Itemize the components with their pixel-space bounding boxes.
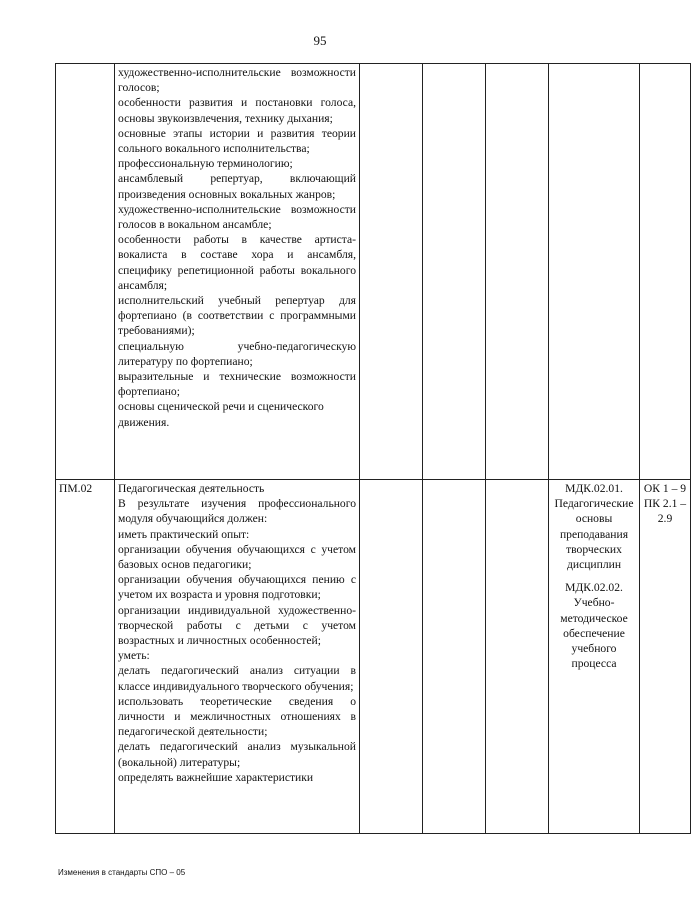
mdk-code: МДК.02.02. xyxy=(565,581,623,595)
empty-cell xyxy=(640,64,691,480)
module-intro: В результате изучения профессионального модуля обучающийся должен: xyxy=(118,497,356,526)
empty-cell xyxy=(360,64,423,480)
list-item: исполнительский учебный репертуар для фортепиано (в соответствии с программными требованиями); xyxy=(118,294,356,338)
skills-label: уметь: xyxy=(118,649,150,663)
list-item: организации обучения обучающихся пению с учетом их возраста и уровня подготовки; xyxy=(118,573,356,602)
empty-cell xyxy=(486,480,549,834)
list-item: использовать теоретические сведения о личности и межличностных отношениях в педагогической деятельности; xyxy=(118,694,356,739)
module-content-cell xyxy=(115,480,360,834)
mdk-cell xyxy=(549,480,640,834)
list-item: выразительные и технические возможности фортепиано; xyxy=(118,370,356,399)
list-item: основные этапы истории и развития теории сольного вокального исполнительства; xyxy=(118,126,356,156)
module-title: Педагогическая деятельность xyxy=(118,482,265,495)
empty-cell xyxy=(486,64,549,480)
mdk-name: Педагогические основы преподавания творческих дисциплин xyxy=(554,497,634,572)
list-item: определять важнейшие характеристики xyxy=(118,770,314,784)
module-code-cell: ПМ.02 xyxy=(56,480,115,834)
list-item: основы сценической речи и сценического движения. xyxy=(118,400,324,429)
knowledge-list-cell xyxy=(115,64,360,480)
competencies-cell: ОК 1 – 9 ПК 2.1 – 2.9 xyxy=(640,480,691,834)
list-item: ансамблевый репертуар, включающий произведения основных вокальных жанров; xyxy=(118,172,356,201)
list-item: организации индивидуальной художественно-творческой работы с детьми с учетом возрастных и личностных особенностей; xyxy=(118,603,356,648)
list-item: художественно-исполнительские возможности голосов в вокальном ансамбле; xyxy=(118,202,356,232)
list-item: особенности работы в качестве артиста-вокалиста в составе хора и ансамбля, специфику репетиционной работы вокального ансамбля; xyxy=(118,233,356,292)
footer-note: Изменения в стандарты СПО – 05 xyxy=(58,868,186,877)
module-code-cell xyxy=(56,64,115,480)
list-item: специальную учебно-педагогическую литературу по фортепиано; xyxy=(118,339,356,368)
list-item: делать педагогический анализ музыкальной (вокальной) литературы; xyxy=(118,740,356,769)
page-number: 95 xyxy=(313,33,327,48)
experience-label: иметь практический опыт: xyxy=(118,527,250,541)
mdk-name: Учебно-методическое обеспечение учебного процесса xyxy=(560,596,628,671)
list-item: организации обучения обучающихся с учетом базовых основ педагогики; xyxy=(118,542,356,572)
empty-cell xyxy=(360,480,423,834)
list-item: особенности развития и постановки голоса, основы звукоизвлечения, технику дыхания; xyxy=(118,96,356,125)
table-row-continuation xyxy=(56,64,691,480)
table-row-pm02 xyxy=(56,480,691,834)
curriculum-table xyxy=(55,63,691,834)
list-item: делать педагогический анализ ситуации в классе индивидуального творческого обучения; xyxy=(118,664,356,693)
mdk-code: МДК.02.01. xyxy=(565,482,623,495)
empty-cell xyxy=(423,480,486,834)
list-item: профессиональную терминологию; xyxy=(118,157,293,171)
list-item: художественно-исполнительские возможности голосов; xyxy=(118,66,356,95)
empty-cell xyxy=(549,64,640,480)
empty-cell xyxy=(423,64,486,480)
